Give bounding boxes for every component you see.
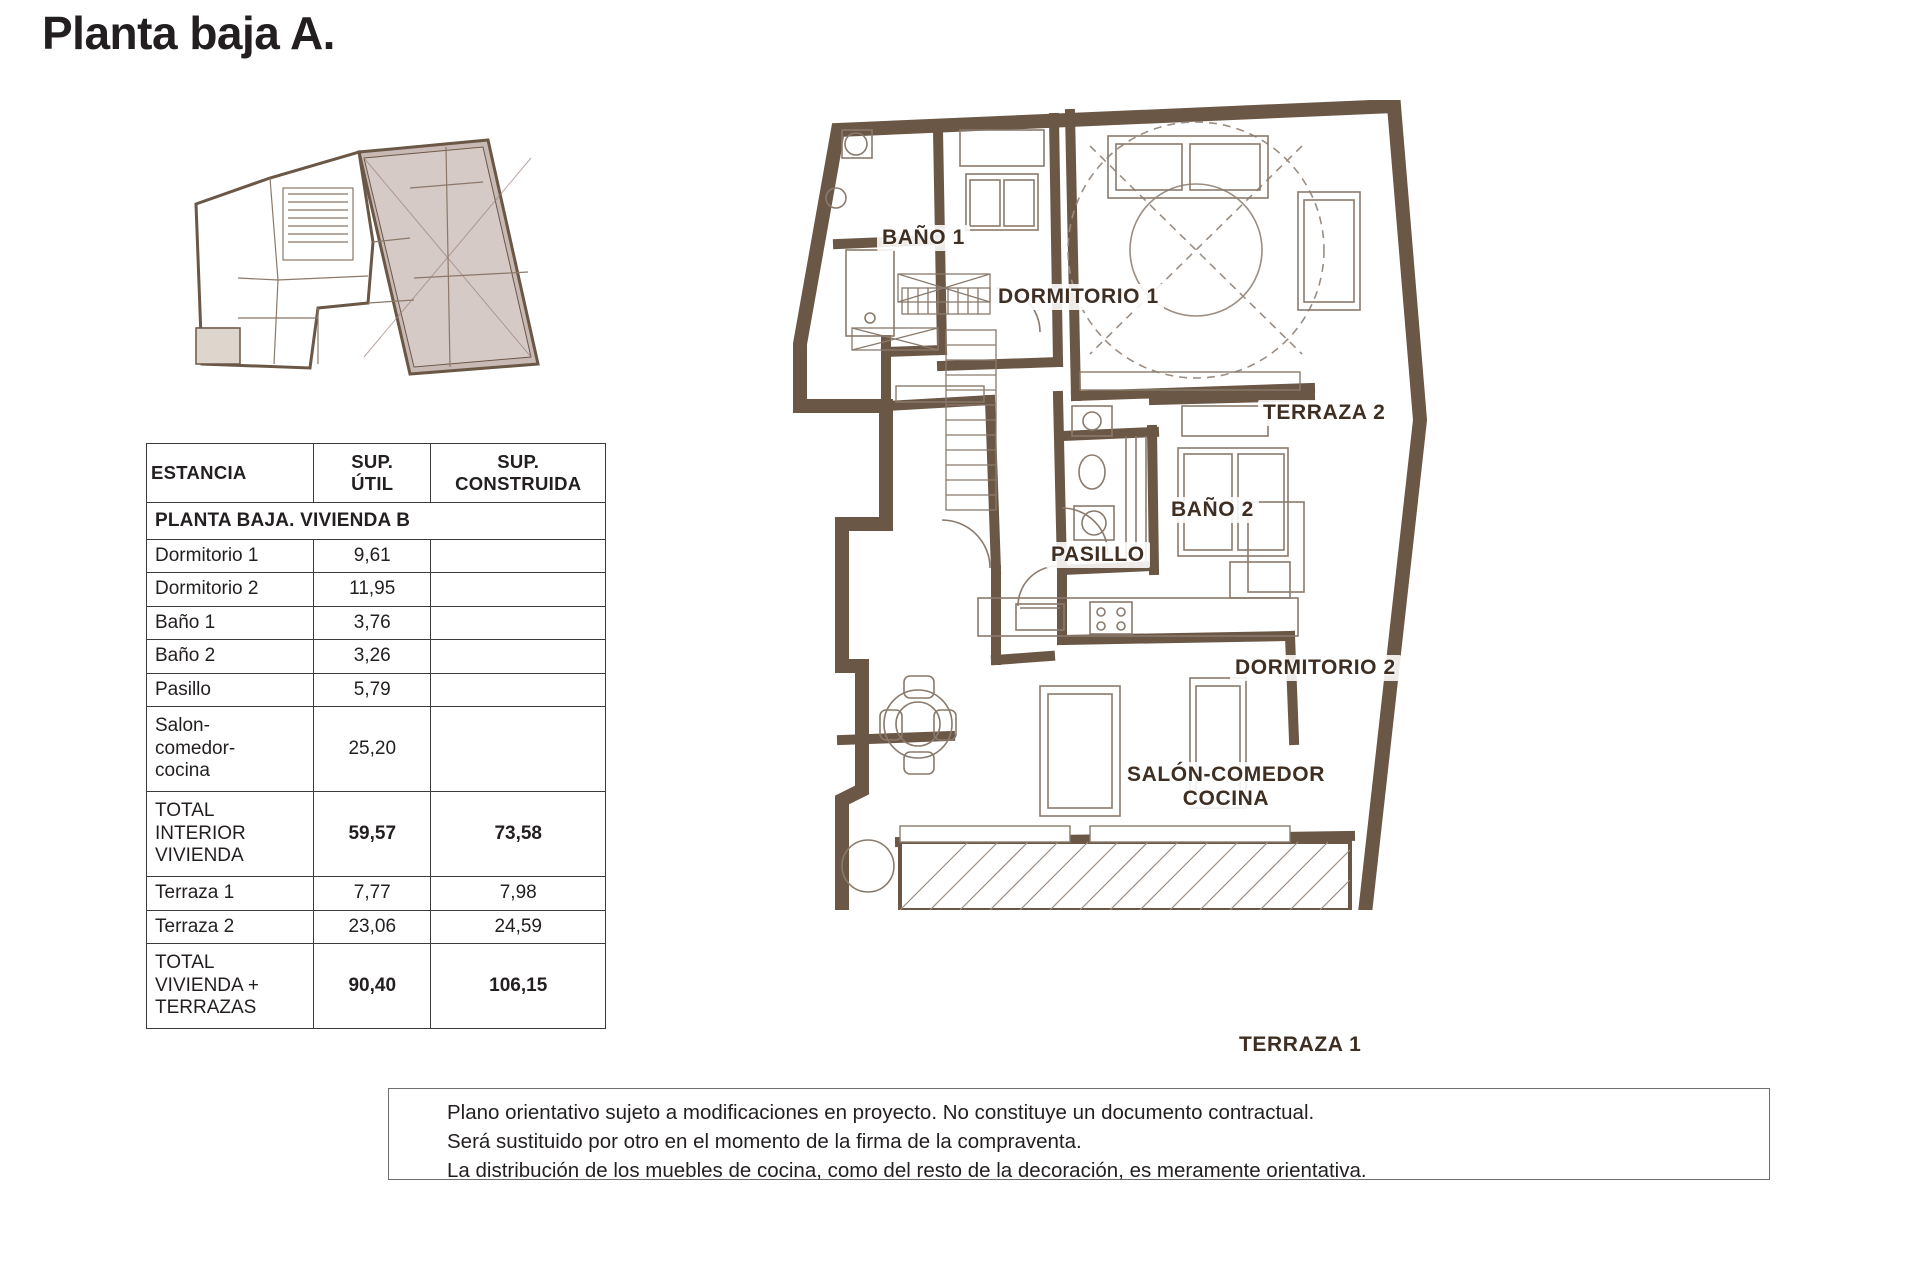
label-bano-2: BAÑO 2: [1166, 497, 1259, 523]
row-label: Pasillo: [147, 673, 314, 706]
areas-table: [146, 443, 606, 1029]
row-label: Baño 1: [147, 606, 314, 639]
table-row: [147, 877, 606, 910]
disclaimer-box: [388, 1088, 1770, 1183]
label-terraza-2: TERRAZA 2: [1258, 400, 1390, 426]
row-util: 9,61: [314, 540, 431, 573]
disclaimer-line-2: Será sustituido por otro en el momento de la firma de la compraventa.: [447, 1130, 1082, 1154]
table-row-total-terrazas: [147, 943, 606, 1028]
row-construida: [431, 606, 606, 639]
row-label-salon: Salon- comedor- cocina: [147, 707, 314, 792]
label-pasillo: PASILLO: [1046, 542, 1150, 568]
row-label: Terraza 1: [147, 877, 314, 910]
row-label-total-interior: TOTAL INTERIOR VIVIENDA: [147, 792, 314, 877]
row-label: Terraza 2: [147, 910, 314, 943]
row-util: 25,20: [314, 707, 431, 792]
disclaimer-line-1: Plano orientativo sujeto a modificaciones en proyecto. No constituye un documento contractual.: [447, 1101, 1315, 1124]
table-row-total-interior: [147, 792, 606, 877]
row-construida: [431, 673, 606, 706]
row-util: 11,95: [314, 573, 431, 606]
row-label-total-terrazas: TOTAL VIVIENDA + TERRAZAS: [147, 943, 314, 1028]
row-util: 90,40: [314, 943, 431, 1028]
table-row: [147, 573, 606, 606]
header-sup-construida: SUP. CONSTRUIDA: [431, 444, 606, 503]
table-header-row: [147, 444, 606, 503]
label-dormitorio-1: DORMITORIO 1: [993, 284, 1164, 310]
row-util: 5,79: [314, 673, 431, 706]
label-salon-line1: SALÓN-COMEDOR: [1127, 763, 1325, 786]
table-section-row: [147, 502, 606, 539]
label-salon-line2: COCINA: [1182, 787, 1270, 810]
table-row: [147, 673, 606, 706]
row-util: 3,76: [314, 606, 431, 639]
row-label: Dormitorio 1: [147, 540, 314, 573]
row-construida: [431, 540, 606, 573]
label-terraza-1: TERRAZA 1: [1234, 1032, 1366, 1058]
row-construida: 106,15: [431, 943, 606, 1028]
row-util: 59,57: [314, 792, 431, 877]
table-row: [147, 640, 606, 673]
row-construida: 7,98: [431, 877, 606, 910]
label-bano-1: BAÑO 1: [877, 225, 970, 251]
disclaimer-line-3: La distribución de los muebles de cocina, como del resto de la decoración, es meramente orientativa.: [447, 1159, 1367, 1183]
page-title: Planta baja A.: [42, 7, 335, 59]
row-construida: [431, 707, 606, 792]
row-construida: [431, 640, 606, 673]
header-estancia: ESTANCIA: [147, 444, 314, 503]
keyplan-thumbnail: [178, 128, 558, 388]
label-dormitorio-2: DORMITORIO 2: [1230, 655, 1401, 681]
row-util: 23,06: [314, 910, 431, 943]
section-planta-baja: PLANTA BAJA. VIVIENDA B: [147, 502, 606, 539]
row-label: Baño 2: [147, 640, 314, 673]
row-util: 7,77: [314, 877, 431, 910]
row-label: Dormitorio 2: [147, 573, 314, 606]
row-construida: 24,59: [431, 910, 606, 943]
label-salon-comedor-cocina: [1122, 762, 1330, 812]
row-util: 3,26: [314, 640, 431, 673]
table-row: [147, 606, 606, 639]
row-construida: [431, 573, 606, 606]
table-row: [147, 910, 606, 943]
row-construida: 73,58: [431, 792, 606, 877]
header-sup-util: SUP. ÚTIL: [314, 444, 431, 503]
table-row: [147, 540, 606, 573]
table-row-salon: [147, 707, 606, 792]
